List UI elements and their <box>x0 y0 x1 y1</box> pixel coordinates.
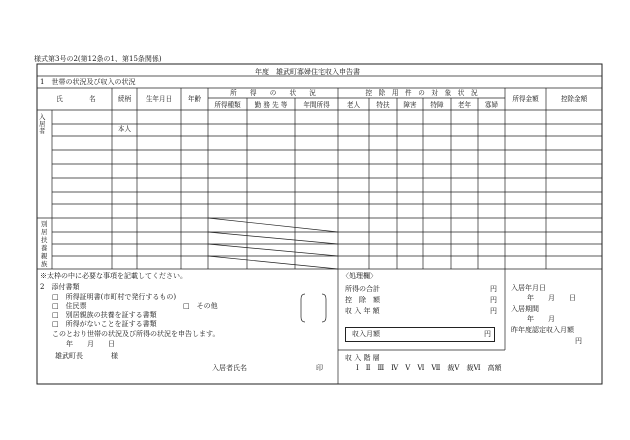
doc4-checkbox-row[interactable] <box>52 311 157 319</box>
doc3-checkbox-row[interactable] <box>183 302 218 310</box>
col-age-header: 年齢 <box>187 95 202 103</box>
income-total-label: 所得の合計 <box>345 285 380 293</box>
declaration-text: このとおり世帯の状況及び所得の状況を申告します。 <box>52 330 220 338</box>
ded-special-header: 特扶 <box>376 101 390 109</box>
monthly-income-label: 収入月額 <box>352 330 380 338</box>
income-class-label: 収 入 階 層 <box>345 354 380 362</box>
ded-special-disabled-header: 特障 <box>430 101 444 109</box>
income-group-header: 所 得 の 状 況 <box>230 89 316 97</box>
yen-unit: 円 <box>490 307 497 315</box>
resident-relation: 本人 <box>117 125 132 133</box>
checkbox-icon[interactable]: □ <box>52 311 59 319</box>
income-type-header: 所得種類 <box>214 101 241 109</box>
checkbox-icon[interactable]: □ <box>52 320 59 328</box>
annual-income-header: 年間所得 <box>303 101 330 109</box>
doc5-checkbox-row[interactable] <box>52 320 157 328</box>
income-class-options: Ⅰ Ⅱ Ⅲ Ⅳ Ⅴ Ⅵ Ⅶ 裁Ⅴ 裁Ⅵ 高額 <box>356 364 502 372</box>
ded-disabled-header: 障害 <box>403 101 417 109</box>
seal-mark: 印 <box>316 364 323 372</box>
ded-old-age-header: 老年 <box>457 101 472 109</box>
yen-unit: 円 <box>575 337 582 345</box>
resident-label: 入居者 <box>39 113 46 135</box>
doc4-label: 別居親族の扶養を証する書類 <box>65 311 157 319</box>
checkbox-icon[interactable]: □ <box>183 302 190 310</box>
residence-period-label: 入居期間 <box>511 305 539 313</box>
yen-unit: 円 <box>490 296 497 304</box>
ded-widow-header: 寡婦 <box>484 101 499 109</box>
section-1-title: 1 世帯の状況及び収入の状況 <box>40 78 136 86</box>
move-in-date-label: 入居年月日 <box>511 284 546 292</box>
annual-income-label: 収 入 年 額 <box>345 307 380 315</box>
deduction-amount-header: 控除金額 <box>560 95 588 103</box>
doc2-label: 住民票 <box>65 302 87 310</box>
yen-unit: 円 <box>484 330 491 338</box>
attachments-heading: 2 添付書類 <box>40 283 80 291</box>
form-title: 年度 雄武町寡婦住宅収入申告書 <box>255 68 360 76</box>
mayor-addressee: 雄武町長 様 <box>55 352 118 360</box>
checkbox-icon[interactable]: □ <box>52 302 59 310</box>
residence-period-value: 年 月 <box>527 315 555 323</box>
col-relation-header: 続柄 <box>117 95 132 103</box>
doc3-label: その他 <box>196 302 218 310</box>
checkbox-icon[interactable]: □ <box>52 293 59 301</box>
doc5-label: 所得がないことを証する書類 <box>65 320 157 328</box>
income-amount-header: 所得金額 <box>512 95 539 103</box>
prior-year-income-label: 昨年度認定収入月額 <box>511 326 574 334</box>
yen-unit: 円 <box>490 285 497 293</box>
workplace-header: 勤 務 先 等 <box>254 101 288 109</box>
ded-elderly-header: 老人 <box>346 101 361 109</box>
note-line: ※太枠の中に必要な事項を記載してください。 <box>40 272 187 280</box>
doc1-checkbox-row[interactable] <box>52 293 176 301</box>
declaration-date: 年 月 日 <box>66 340 115 348</box>
col-name-header: 氏 名 <box>56 95 96 103</box>
deduction-group-header: 控 除 用 件 の 対 象 状 況 <box>365 89 478 97</box>
col-birth-header: 生年月日 <box>145 95 173 103</box>
doc2-checkbox-row[interactable] <box>52 302 87 310</box>
form-number: 様式第3号の2(第12条の1、第15条関係) <box>34 55 162 63</box>
applicant-name-label: 入居者氏名 <box>212 364 247 372</box>
doc1-label: 所得証明書(市町村で発行するもの) <box>65 293 177 301</box>
deduction-label: 控 除 額 <box>345 296 380 304</box>
move-in-date-value: 年 月 日 <box>527 294 576 302</box>
processing-title: 〈処理欄〉 <box>342 272 377 280</box>
separate-family-label: 別居扶養親族 <box>41 220 48 268</box>
